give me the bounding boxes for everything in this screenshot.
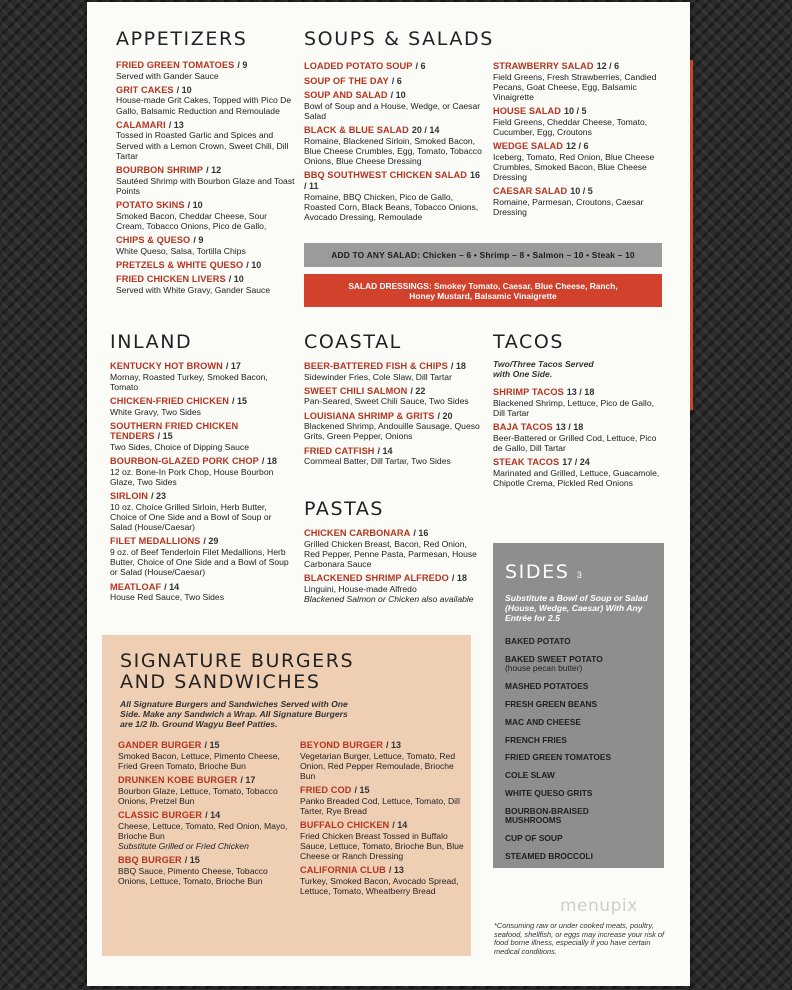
menu-item — [304, 170, 484, 222]
menu-item-desc: House Red Sauce, Two Sides — [110, 592, 225, 603]
menu-item-header — [110, 536, 290, 547]
menu-item-price: / 14 — [205, 810, 221, 820]
menu-item-price: / 18 — [261, 456, 277, 467]
menu-item-header — [110, 421, 290, 442]
menu-item-desc: Bourbon Glaze, Lettuce, Tomato, Tobacco Onions, Pretzel Bun — [118, 785, 278, 806]
menu-item-price: / 17 — [240, 775, 256, 785]
menu-item — [493, 61, 665, 102]
sides-note: Substitute a Bowl of Soup or Salad (House, Wedge, Caesar) With Any Entrée for 2.5 — [505, 593, 648, 624]
side-item-sub: (house pecan butter) — [505, 663, 583, 674]
menu-item — [116, 60, 296, 81]
menu-item-header — [304, 446, 484, 457]
red-edge-stripe — [690, 60, 693, 410]
menu-item-desc: Tossed in Roasted Garlic and Spices and Served with a Lemon Crown, Sweet Chili, Dill Tartar — [116, 130, 289, 161]
menu-item-name: KENTUCKY HOT BROWN — [110, 361, 223, 371]
menu-item-price: 10 / 5 — [570, 186, 593, 197]
pastas-section — [304, 498, 484, 608]
menu-item — [304, 573, 484, 604]
appetizers-title: APPETIZERS — [116, 28, 248, 50]
menu-item-desc: Two Sides, Choice of Dipping Sauce — [110, 441, 250, 452]
menu-item-price: / 14 — [164, 581, 180, 592]
menu-item-name: BBQ BURGER — [118, 855, 182, 866]
menu-item-name: SHRIMP TACOS — [493, 387, 564, 398]
dressing-line-2: Honey Mustard, Balsamic Vinaigrette — [409, 290, 557, 301]
menu-item — [304, 446, 484, 467]
burgers-note: All Signature Burgers and Sandwiches Served with One Side. Make any Sandwich a Wrap. All Signature Burgers are 1/2 lb. Ground Wagyu Beef Patties. — [120, 699, 348, 730]
menu-item-name: BOURBON-GLAZED PORK CHOP — [110, 456, 259, 467]
menu-item-header — [110, 582, 290, 593]
menu-item-desc: Vegetarian Burger, Lettuce, Tomato, Red Onion, Red Pepper Remoulade, Brioche Bun — [300, 750, 456, 781]
menu-item — [118, 740, 290, 771]
inland-section — [110, 331, 290, 606]
menu-item-price: / 14 — [377, 445, 393, 456]
menu-item-header — [116, 85, 296, 96]
menu-item-price: / 10 — [176, 84, 192, 95]
menu-item-name: DRUNKEN KOBE BURGER — [118, 775, 238, 785]
menu-item-name: MEATLOAF — [110, 581, 162, 592]
side-item-label: BAKED SWEET POTATO — [505, 653, 603, 664]
menu-item-price: / 9 — [193, 235, 204, 245]
side-item: WHITE QUESO GRITS — [505, 787, 593, 798]
menu-item-name: SOUP OF THE DAY — [304, 75, 389, 86]
menu-item — [304, 528, 484, 569]
menu-item-desc: Cornmeal Batter, Dill Tartar, Two Sides — [304, 456, 451, 467]
menu-item-name: BEYOND BURGER — [300, 740, 383, 750]
menu-item — [116, 274, 296, 295]
salads-list-right — [493, 61, 665, 221]
menu-item-price: / 18 — [451, 573, 467, 584]
menu-item — [116, 260, 296, 271]
menu-item-name: BLACK & BLUE SALAD — [304, 125, 409, 136]
sides-header — [505, 561, 582, 583]
menu-item-price: / 15 — [204, 740, 220, 750]
menu-item-name: SOUTHERN FRIED CHICKEN TENDERS — [110, 420, 239, 442]
menu-item — [304, 125, 484, 166]
menu-item-price: / 12 — [206, 165, 222, 175]
menu-item-header — [493, 61, 665, 72]
menu-item — [304, 386, 484, 407]
menu-item-desc: Blackened Shrimp, Andouille Sausage, Queso Grits, Green Pepper, Onions — [304, 421, 480, 442]
salad-addon-text: ADD TO ANY SALAD: Chicken – 6 • Shrimp – 8 • Salmon – 10 • Steak – 10 — [331, 250, 635, 260]
side-item: FRENCH FRIES — [505, 734, 567, 745]
menu-item-name: FRIED CATFISH — [304, 445, 375, 456]
menu-item-desc: Smoked Bacon, Cheddar Cheese, Sour Cream, Tobacco Onions, Pico de Gallo, — [116, 210, 267, 231]
menu-item-header — [493, 106, 665, 117]
menu-item-header — [304, 528, 484, 539]
menu-item-header — [110, 491, 290, 502]
tacos-list — [493, 387, 665, 488]
menu-item-desc: 9 oz. of Beef Tenderloin Filet Medallions, Herb Butter, Choice of One Side and a Bowl of Soup or Salad (House/Caesar) — [110, 546, 289, 578]
menu-item-desc: Blackened Shrimp, Lettuce, Pico de Gallo, Dill Tartar — [493, 398, 654, 419]
menu-item-header — [304, 573, 484, 584]
burgers-list-right — [300, 740, 468, 900]
menu-item-desc: Sautéed Shrimp with Bourbon Glaze and Toast Points — [116, 175, 295, 196]
menu-item — [110, 456, 290, 487]
menu-item-name: SWEET CHILI SALMON — [304, 385, 408, 396]
menu-item-note: Substitute Grilled or Fried Chicken — [118, 841, 249, 851]
burgers-box — [102, 635, 471, 956]
menu-item-header — [493, 422, 665, 433]
menu-item-header — [493, 387, 665, 398]
menu-item-name: CHIPS & QUESO — [116, 235, 191, 245]
menu-item-price: / 13 — [385, 740, 401, 750]
soups-title: SOUPS & SALADS — [304, 28, 494, 50]
menu-item — [110, 582, 290, 603]
menu-item-price: 13 / 18 — [566, 387, 595, 398]
menu-item-header — [116, 120, 296, 131]
menu-item-name: GANDER BURGER — [118, 740, 202, 750]
menu-item-name: BBQ SOUTHWEST CHICKEN SALAD — [304, 170, 467, 181]
tacos-section — [493, 331, 665, 492]
coastal-list — [304, 361, 484, 466]
menu-item-price: / 10 — [228, 274, 244, 285]
menu-item-price: / 18 — [450, 361, 466, 371]
menu-item-header — [300, 865, 468, 876]
menu-item — [304, 361, 484, 382]
side-item: CUP OF SOUP — [505, 833, 563, 843]
menu-item-header — [304, 411, 484, 422]
coastal-title: COASTAL — [304, 331, 402, 353]
menu-item-header — [304, 76, 484, 87]
tacos-title: TACOS — [493, 331, 565, 353]
menu-item-header — [118, 775, 290, 786]
pastas-title: PASTAS — [304, 498, 385, 520]
menu-item-desc: Panko Breaded Cod, Lettuce, Tomato, Dill Tarter, Rye Bread — [300, 795, 460, 816]
menu-item-header — [116, 60, 296, 71]
menu-item — [493, 457, 665, 488]
menu-item-header — [304, 90, 484, 101]
appetizers-section — [116, 28, 296, 299]
side-item: BOURBON-BRAISED MUSHROOMS — [505, 805, 589, 826]
menu-item — [118, 775, 290, 806]
menu-item-name: CLASSIC BURGER — [118, 810, 203, 820]
menu-item-price: / 10 — [187, 200, 203, 210]
menu-item-name: LOADED POTATO SOUP — [304, 61, 413, 71]
menu-item — [304, 90, 484, 121]
menu-item-name: CALIFORNIA CLUB — [300, 865, 386, 876]
menu-item-header — [300, 785, 468, 796]
menu-item-price: 20 / 14 — [411, 125, 440, 136]
coastal-section — [304, 331, 484, 470]
menu-item-price: / 22 — [410, 385, 426, 396]
menu-item-name: CHICKEN CARBONARA — [304, 528, 411, 538]
menu-item-price: 12 / 6 — [566, 141, 589, 152]
menu-item-name: STRAWBERRY SALAD — [493, 61, 594, 71]
menu-item-desc: 10 oz. Choice Grilled Sirloin, Herb Butter, Choice of One Side and a Bowl of Soup or Salad (House/Caesar) — [110, 501, 272, 533]
burgers-title-2: AND SANDWICHES — [120, 671, 321, 693]
menu-item-header — [493, 457, 665, 468]
menu-item — [118, 810, 290, 851]
menu-item-desc: House-made Grit Cakes, Topped with Pico De Gallo, Balsamic Reduction and Remoulade — [116, 95, 292, 116]
burgers-list-left — [118, 740, 290, 890]
menu-item — [493, 106, 665, 137]
menu-item-desc: Pan-Seared, Sweet Chili Sauce, Two Sides — [304, 396, 469, 407]
menu-item-header — [116, 235, 296, 246]
menu-item-desc: Served with Gander Sauce — [116, 70, 219, 81]
inland-list — [110, 361, 290, 602]
menu-item — [116, 120, 296, 161]
burgers-header — [120, 651, 354, 693]
disclaimer: *Consuming raw or under cooked meats, poultry, seafood, shellfish, or eggs may increase your risk of food borne illness, especially if you have certain medical conditions. — [494, 921, 665, 956]
menu-item-price: / 15 — [232, 396, 248, 406]
menu-item-desc: Smoked Bacon, Lettuce, Pimento Cheese, Fried Green Tomato, Brioche Bun — [118, 750, 280, 771]
side-item: STEAMED BROCCOLI — [505, 850, 593, 861]
menu-item-header — [300, 820, 468, 831]
sides-title: SIDES — [505, 561, 570, 583]
menu-item — [110, 361, 290, 392]
menu-item-desc: Romaine, BBQ Chicken, Pico de Gallo, Roasted Corn, Black Beans, Tobacco Onions, Avocado Dressing, Remoulade — [304, 191, 479, 222]
menu-item — [110, 491, 290, 532]
menu-item-header — [116, 165, 296, 176]
menu-item-note: Blackened Salmon or Chicken also available — [304, 594, 474, 604]
soups-section — [304, 28, 684, 50]
menu-item-desc: 12 oz. Bone-In Pork Chop, House Bourbon Glaze, Two Sides — [110, 466, 274, 487]
menu-item-header — [118, 855, 290, 866]
menu-item-price: 12 / 6 — [596, 61, 620, 71]
menu-item-price: 10 / 5 — [563, 106, 587, 117]
menu-item-desc: Turkey, Smoked Bacon, Avocado Spread, Lettuce, Tomato, Wheatberry Bread — [300, 876, 459, 897]
salad-dressing-bar — [304, 274, 662, 307]
burgers-title-1: SIGNATURE BURGERS — [120, 650, 355, 672]
menu-item-header — [304, 125, 484, 136]
menu-item-header — [118, 740, 290, 751]
menu-item-header — [304, 361, 484, 372]
menu-item — [116, 200, 296, 231]
menu-item-desc: Field Greens, Cheddar Cheese, Tomato, Cucumber, Egg, Croutons — [493, 116, 648, 137]
menu-item — [493, 141, 665, 182]
menu-item-header — [493, 141, 665, 152]
menu-item-header — [116, 274, 296, 285]
menu-item-name: FRIED GREEN TOMATOES — [116, 60, 235, 70]
side-item — [505, 655, 657, 674]
side-item: FRESH GREEN BEANS — [505, 698, 598, 709]
menu-item — [116, 165, 296, 196]
menu-item — [300, 785, 468, 816]
menu-item-desc: White Queso, Salsa, Tortilla Chips — [116, 245, 246, 256]
menu-item-price: 17 / 24 — [562, 457, 590, 468]
menu-item-header — [110, 396, 290, 407]
menu-item-header — [304, 170, 484, 191]
menu-item-name: CHICKEN-FRIED CHICKEN — [110, 396, 229, 406]
menu-item-desc: Marinated and Grilled, Lettuce, Guacamole, Chipotle Crema, Pickled Red Onions — [493, 468, 660, 489]
menu-item — [300, 820, 468, 861]
menu-item-desc: Iceberg, Tomato, Red Onion, Blue Cheese Crumbles, Smoked Bacon, Blue Cheese Dressing — [493, 151, 655, 183]
pastas-list — [304, 528, 484, 604]
menu-item-name: PRETZELS & WHITE QUESO — [116, 259, 244, 270]
menu-item-name: LOUISIANA SHRIMP & GRITS — [304, 410, 435, 421]
menu-item-name: GRIT CAKES — [116, 84, 174, 95]
menu-item — [493, 422, 665, 453]
menu-item-header — [116, 260, 296, 271]
menu-item — [493, 387, 665, 418]
side-item: BAKED POTATO — [505, 636, 571, 646]
menu-item — [118, 855, 290, 886]
menu-item-name: BUFFALO CHICKEN — [300, 820, 390, 831]
menu-item-name: CAESAR SALAD — [493, 186, 568, 197]
menu-item-desc: Grilled Chicken Breast, Bacon, Red Onion, Red Pepper, Penne Pasta, Parmesan, House Carbonara Sauce — [304, 538, 477, 569]
menu-item-desc: Linguini, House-made Alfredo — [304, 583, 417, 594]
menu-item-header — [304, 61, 484, 72]
menu-item-header — [118, 810, 290, 821]
menu-item-price: / 10 — [390, 90, 406, 101]
menu-item-price: / 13 — [168, 119, 184, 130]
menu-item-name: BOURBON SHRIMP — [116, 165, 204, 175]
menu-item-desc: Fried Chicken Breast Tossed in Buffalo Sauce, Lettuce, Tomato, Brioche Bun, Blue Cheese or Ranch Dressing — [300, 830, 464, 862]
salad-addon-bar — [304, 243, 662, 267]
menu-item-price: / 6 — [391, 75, 402, 86]
soups-list-left — [304, 61, 484, 226]
menu-item-name: WEDGE SALAD — [493, 141, 564, 152]
menu-item-name: CALAMARI — [116, 119, 166, 130]
menu-item-name: FILET MEDALLIONS — [110, 536, 201, 547]
menu-item-desc: BBQ Sauce, Pimento Cheese, Tobacco Onions, Lettuce, Tomato, Brioche Bun — [118, 865, 268, 886]
menu-item-desc: Beer-Battered or Grilled Cod, Lettuce, Pico de Gallo, Dill Tartar — [493, 433, 657, 454]
menu-item — [304, 76, 484, 87]
menu-item-name: BLACKENED SHRIMP ALFREDO — [304, 573, 449, 584]
dressing-line-1: SALAD DRESSINGS: Smokey Tomato, Caesar, Blue Cheese, Ranch, — [348, 280, 618, 291]
menu-item-price: / 6 — [415, 61, 426, 71]
menu-item-price: / 17 — [225, 361, 241, 371]
menu-item-name: BEER-BATTERED FISH & CHIPS — [304, 361, 448, 371]
appetizers-list — [116, 60, 296, 295]
side-item: COLE SLAW — [505, 770, 555, 781]
tacos-note: Two/Three Tacos Served with One Side. — [493, 359, 594, 380]
menu-item-desc: White Gravy, Two Sides — [110, 406, 201, 417]
menu-item-price: / 15 — [184, 855, 200, 866]
menu-item-name: SOUP AND SALAD — [304, 90, 388, 101]
menu-item-header — [493, 186, 665, 197]
menu-item-name: STEAK TACOS — [493, 457, 560, 468]
menu-item-price: / 29 — [203, 536, 219, 547]
menu-item-name: POTATO SKINS — [116, 200, 185, 210]
menu-item-desc: Bowl of Soup and a House, Wedge, or Caesar Salad — [304, 100, 481, 121]
menu-item — [110, 421, 290, 452]
menu-item-header — [304, 386, 484, 397]
menu-item-name: FRIED CHICKEN LIVERS — [116, 274, 226, 285]
menu-item-header — [110, 456, 290, 467]
sides-list — [505, 637, 657, 870]
menu-item-name: BAJA TACOS — [493, 422, 553, 433]
menu-item-desc: Romaine, Parmesan, Croutons, Caesar Dressing — [493, 197, 644, 218]
inland-title: INLAND — [110, 331, 193, 353]
menu-item-price: / 14 — [392, 820, 408, 831]
menu-item-header — [110, 361, 290, 372]
menu-item-desc: Mornay, Roasted Turkey, Smoked Bacon, Tomato — [110, 371, 268, 392]
menu-item-name: HOUSE SALAD — [493, 106, 561, 117]
menu-item — [300, 740, 468, 781]
menu-item-header — [116, 200, 296, 211]
menu-item-name: SIRLOIN — [110, 491, 148, 502]
side-item: FRIED GREEN TOMATOES — [505, 752, 612, 763]
sides-price: 3 — [576, 570, 582, 580]
menu-item-price: / 15 — [157, 431, 173, 442]
menu-item-desc: Served with White Gravy, Gander Sauce — [116, 284, 271, 295]
side-item: MAC AND CHEESE — [505, 716, 582, 727]
menu-item — [116, 235, 296, 256]
menu-item — [110, 536, 290, 577]
menu-item-price: / 13 — [388, 865, 404, 876]
menu-item-price: 13 / 18 — [555, 422, 584, 433]
menu-item-price: / 10 — [246, 259, 262, 270]
menu-item — [304, 61, 484, 72]
menu-item-price: 16 / 11 — [304, 170, 480, 191]
side-item: MASHED POTATOES — [505, 681, 589, 692]
menu-item-desc: Cheese, Lettuce, Tomato, Red Onion, Mayo, Brioche Bun — [118, 820, 288, 841]
menu-item — [304, 411, 484, 442]
menu-item — [110, 396, 290, 417]
menu-item-desc: Romaine, Blackened Sirloin, Smoked Bacon, Blue Cheese Crumbles, Egg, Tomato, Tobacco Onions, Blue Cheese Dressing — [304, 135, 482, 167]
menu-item-header — [300, 740, 468, 751]
menu-item — [300, 865, 468, 896]
menu-item-price: / 16 — [413, 528, 429, 538]
menu-item-price: / 15 — [354, 785, 370, 796]
menu-item-desc: Sidewinder Fries, Cole Slaw, Dill Tartar — [304, 371, 452, 382]
sides-box — [493, 543, 664, 868]
menu-item-price: / 9 — [237, 60, 248, 70]
menu-item — [493, 186, 665, 217]
watermark: menupix — [560, 896, 638, 916]
menu-item-price: / 20 — [437, 410, 453, 421]
menu-item-price: / 23 — [150, 491, 166, 502]
menu-item — [116, 85, 296, 116]
menu-item-name: FRIED COD — [300, 785, 352, 796]
menu-item-desc: Field Greens, Fresh Strawberries, Candied Pecans, Goat Cheese, Egg, Balsamic Vinaigrette — [493, 71, 657, 102]
